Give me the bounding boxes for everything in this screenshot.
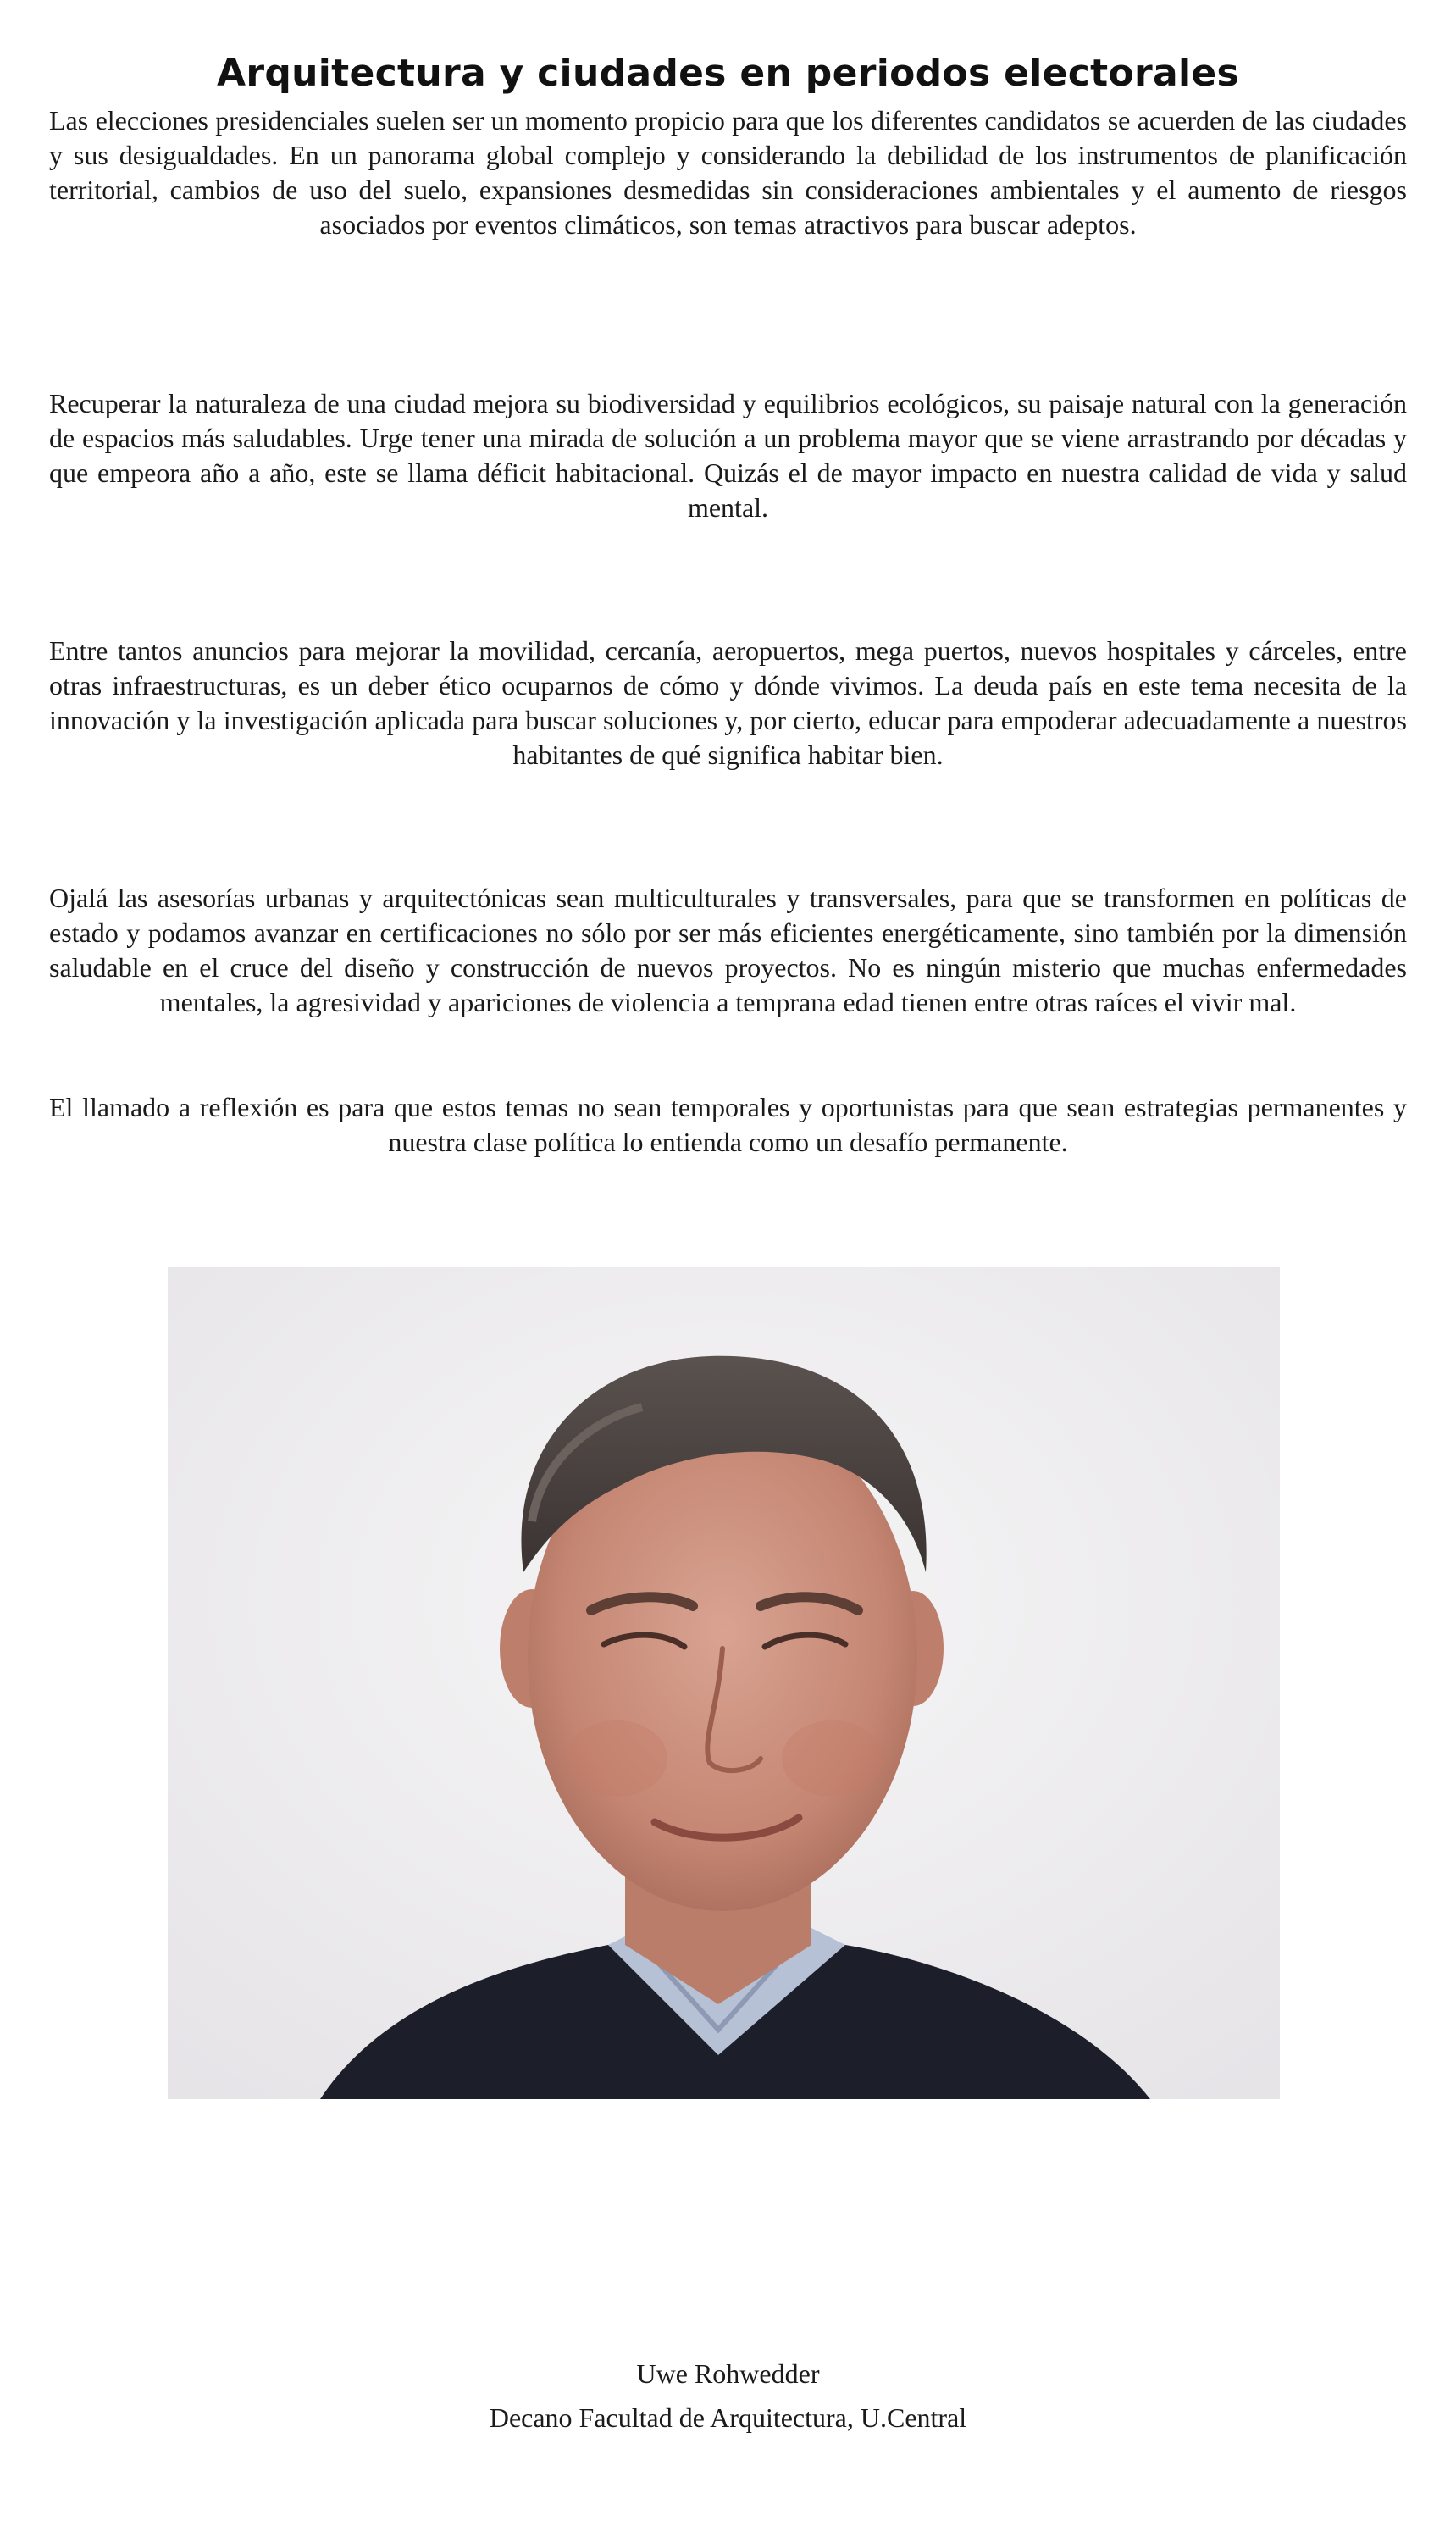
- author-portrait: [168, 1267, 1280, 2099]
- portrait-illustration: [168, 1267, 1280, 2099]
- paragraph-5: El llamado a reflexión es para que estos temas no sean temporales y oportunistas para que sean estrategias permanentes y nuestra clase política lo entienda como un desafío permanente.: [49, 1092, 1407, 1157]
- paragraph-1: Las elecciones presidenciales suelen ser un momento propicio para que los diferentes candidatos se acuerden de las ciudades y sus desigualdades. En un panorama global complejo y considerando la debilidad de los instrumentos de planificación territorial, cambios de uso del suelo, expansiones desmedidas sin consideraciones ambientales y el aumento de riesgos asociados por eventos climáticos, son temas atractivos para buscar adeptos.: [49, 105, 1407, 240]
- author-name: Uwe Rohwedder: [636, 2358, 820, 2389]
- author-role: Decano Facultad de Arquitectura, U.Central: [489, 2402, 967, 2433]
- paragraph-3: Entre tantos anuncios para mejorar la movilidad, cercanía, aeropuertos, mega puertos, nuevos hospitales y cárceles, entre otras infraestructuras, es un deber ético ocuparnos de cómo y dónde vivimos. La deuda país en este tema necesita de la innovación y la investigación aplicada para buscar soluciones y, por cierto, educar para empoderar adecuadamente a nuestros habitantes de qué significa habitar bien.: [49, 635, 1407, 770]
- article-title: Arquitectura y ciudades en periodos electorales: [217, 52, 1239, 96]
- paragraph-2: Recuperar la naturaleza de una ciudad mejora su biodiversidad y equilibrios ecológicos, su paisaje natural con la generación de espacios más saludables. Urge tener una mirada de solución a un problema mayor que se viene arrastrando por décadas y que empeora año a año, este se llama déficit habitacional. Quizás el de mayor impacto en nuestra calidad de vida y salud mental.: [49, 388, 1407, 523]
- paragraph-4: Ojalá las asesorías urbanas y arquitectónicas sean multiculturales y transversales, para que se transformen en políticas de estado y podamos avanzar en certificaciones no sólo por ser más eficientes energéticamente, sino también por la dimensión saludable en el cruce del diseño y construcción de nuevos proyectos. No es ningún misterio que muchas enfermedades mentales, la agresividad y apariciones de violencia a temprana edad tienen entre otras raíces el vivir mal.: [49, 883, 1407, 1017]
